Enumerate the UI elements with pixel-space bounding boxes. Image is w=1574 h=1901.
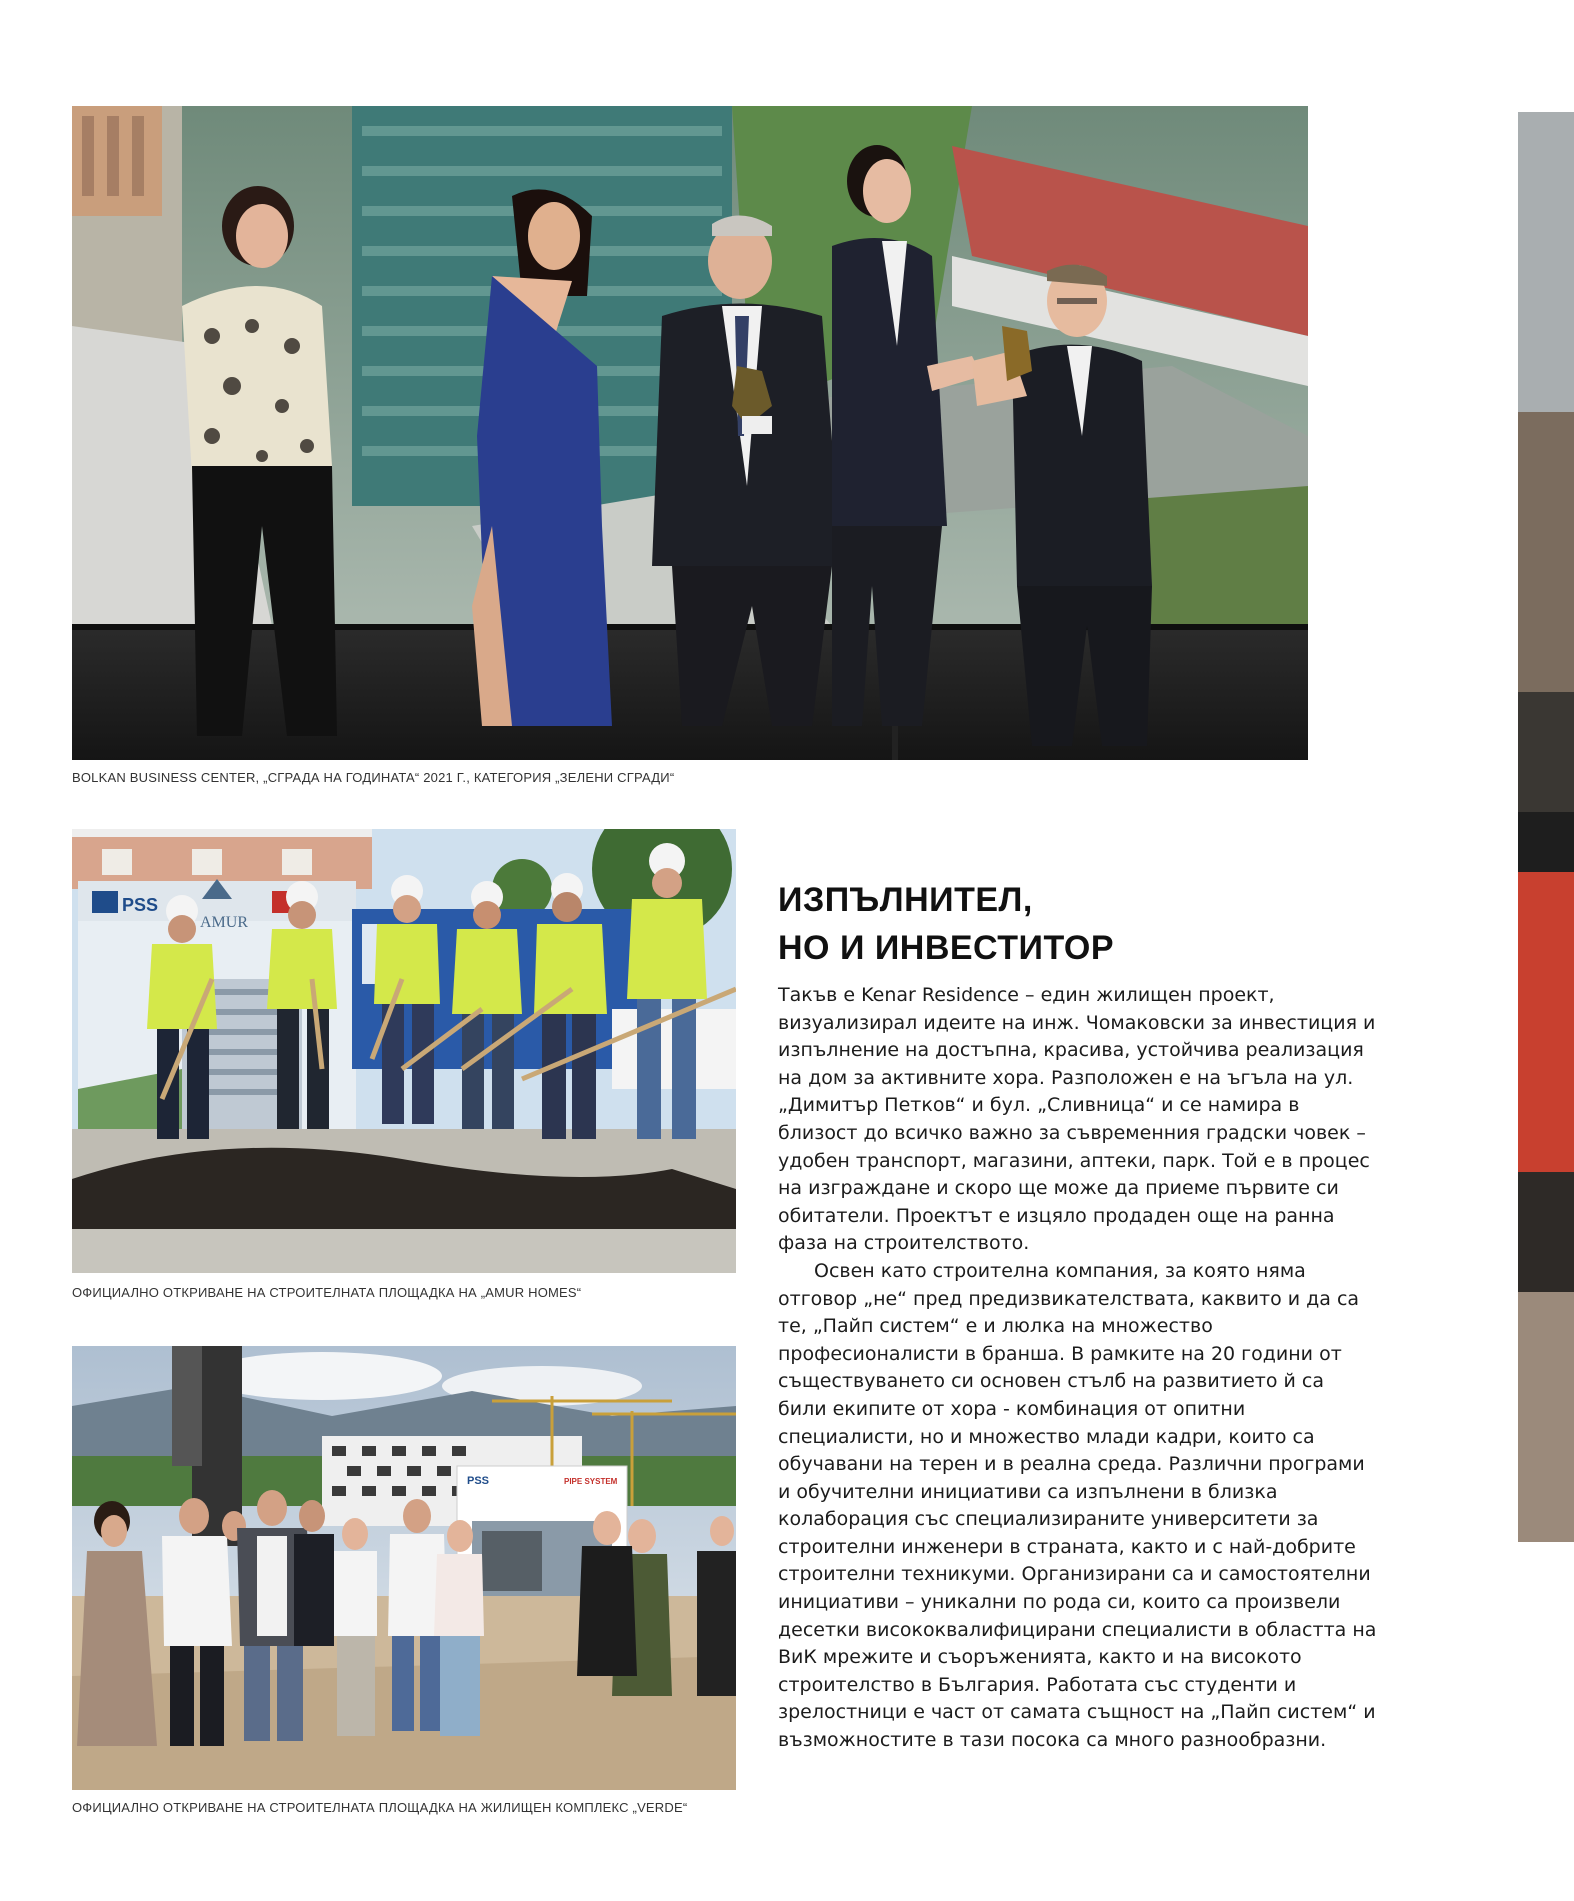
middle-photo-caption: ОФИЦИАЛНО ОТКРИВАНЕ НА СТРОИТЕЛНАТА ПЛОЩАДКА НА „AMUR HOMES“ [72, 1285, 582, 1300]
verde-banner-pipe-logo: PIPE SYSTEM [564, 1477, 618, 1486]
award-ceremony-photo [72, 106, 1308, 760]
article-heading [778, 876, 1114, 972]
article-body [778, 982, 1378, 1755]
article-paragraph-1: Такъв е Kenar Residence – един жилищен проект, визуализирал идеите на инж. Чомаковски за инвестиция и изпълнение на достъпна, красива, устойчива реализация на дом за активните хора. Разположен е на ъгъла на ул. „Димитър Петков“ и бул. „Сливница“ и се намира в близост до всичко важно за съвременния градски човек – удобен транспорт, магазини, аптеки, парк. Той е в процес на изграждане и скоро ще може да приеме първите си обитатели. Проектът е изцяло продаден още на ранна фаза на строителството. [778, 984, 1376, 1255]
banner-pss-logo: PSS [122, 895, 159, 915]
top-photo-caption: BOLKAN BUSINESS CENTER, „СГРАДА НА ГОДИНАТА“ 2021 Г., КАТЕГОРИЯ „ЗЕЛЕНИ СГРАДИ“ [72, 770, 675, 785]
verde-banner-pss-logo: PSS [467, 1475, 490, 1487]
verde-group-photo [72, 1346, 736, 1790]
article-heading-line1: ИЗПЪЛНИТЕЛ, [778, 881, 1033, 919]
groundbreaking-photo [72, 829, 736, 1273]
bottom-photo-caption: ОФИЦИАЛНО ОТКРИВАНЕ НА СТРОИТЕЛНАТА ПЛОЩАДКА НА ЖИЛИЩЕН КОМПЛЕКС „VERDE“ [72, 1800, 688, 1815]
article-heading-line2: НО И ИНВЕСТИТОР [778, 929, 1115, 967]
adjacent-page-photo-edge [1518, 112, 1574, 1542]
article-paragraph-2: Освен като строителна компания, за която няма отговор „не“ пред предизвикателствата, каквито и да са те, „Пайп систем“ е и люлка на множество професионалисти в бранша. В рамките на 20 години от съществуването си основен стълб на развитието й са били екипите от хора - комбинация от опитни специалисти, но и множество млади кадри, които са обучавани на терен и в реална среда. Различни програми и обучителни инициативи са изпълнени в близка колаборация със специализираните университети за строителни инженери в страната, както и с най-добрите строителни техникуми. Организирани са и самостоятелни инициативи – уникални по рода си, които са произвели десетки висококвалифицирани специалисти в областта на ВиК мрежите и съоръженията, както и на високото строителство в България. Работата със студенти и зрелостници е част от самата същност на „Пайп систем“ и възможностите в тази посока са много разнообразни. [778, 1259, 1377, 1752]
banner-amur-logo: AMUR [200, 914, 249, 931]
